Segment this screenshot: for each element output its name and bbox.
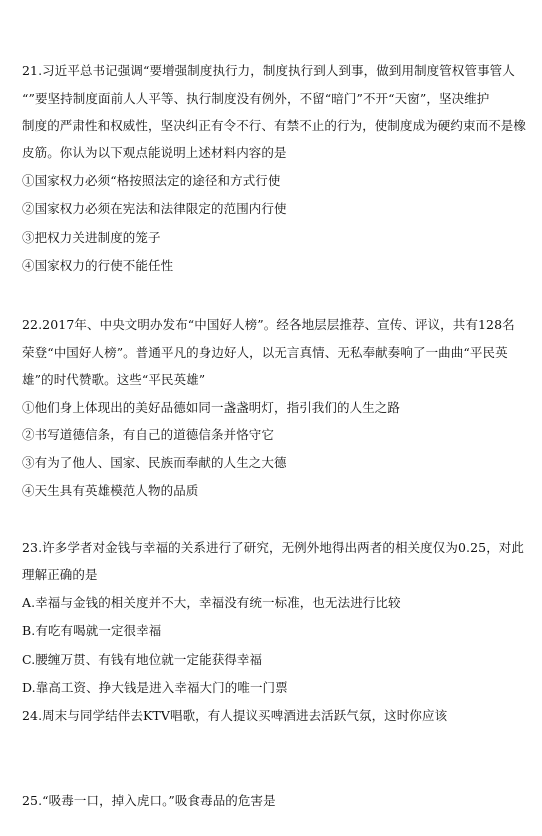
q21-stem-line-4: 皮筋。你认为以下观点能说明上述材料内容的是	[22, 145, 287, 160]
q24-stem: 24.周末与同学结伴去KTV唱歌，有人提议买啤酒进去活跃气氛，这时你应该	[22, 708, 448, 723]
q21-stem-line-2: “”要坚持制度面前人人平等、执行制度没有例外，不留“暗门”不开“天窗”，坚决维护	[22, 91, 490, 106]
q22-stem-line-2: 荣登“中国好人榜”。普通平凡的身边好人，以无言真情、无私奉献奏响了一曲曲“平民英	[22, 345, 508, 360]
q21-item-1: ①国家权力必须“格按照法定的途径和方式行使	[22, 173, 281, 188]
q23-option-c: C.腰缠万贯、有钱有地位就一定能获得幸福	[22, 652, 263, 667]
q25-stem: 25.“吸毒一口，掉入虎口。”吸食毒品的危害是	[22, 793, 276, 808]
q21-stem-line-3: 制度的严肃性和权威性，坚决纠正有令不行、有禁不止的行为，使制度成为硬约束而不是橡	[22, 118, 527, 133]
q23-option-a: A.幸福与金钱的相关度并不大，幸福没有统一标准，也无法进行比较	[22, 595, 401, 610]
q23-option-b: B.有吃有喝就一定很幸福	[22, 623, 162, 638]
q22-item-3: ③有为了他人、国家、民族而奉献的人生之大德	[22, 455, 287, 470]
q21-stem-line-1: 21.习近平总书记强调“要增强制度执行力，制度执行到人到事，做到用制度管权管事管人	[22, 63, 515, 78]
q23-stem-line-1: 23.许多学者对金钱与幸福的关系进行了研究，无例外地得出两者的相关度仅为0.25，对此	[22, 540, 525, 555]
q22-item-2: ②书写道德信条，有自己的道德信条并恪守它	[22, 427, 275, 442]
q22-item-4: ④天生具有英雄模范人物的品质	[22, 483, 199, 498]
q22-item-1: ①他们身上体现出的美好品德如同一盏盏明灯，指引我们的人生之路	[22, 400, 401, 415]
q21-item-4: ④国家权力的行使不能任性	[22, 258, 174, 273]
q22-stem-line-1: 22.2017年、中央文明办发布“中国好人榜”。经各地层层推荐、宣传、评议，共有128名	[22, 317, 515, 332]
q21-item-2: ②国家权力必须在宪法和法律限定的范围内行使	[22, 201, 287, 216]
q22-stem-line-3: 雄”的时代赞歌。这些“平民英雄”	[22, 372, 206, 387]
q21-item-3: ③把权力关进制度的笼子	[22, 230, 161, 245]
q23-option-d: D.靠高工资、挣大钱是进入幸福大门的唯一门票	[22, 680, 288, 695]
q23-stem-line-2: 理解正确的是	[22, 567, 98, 582]
